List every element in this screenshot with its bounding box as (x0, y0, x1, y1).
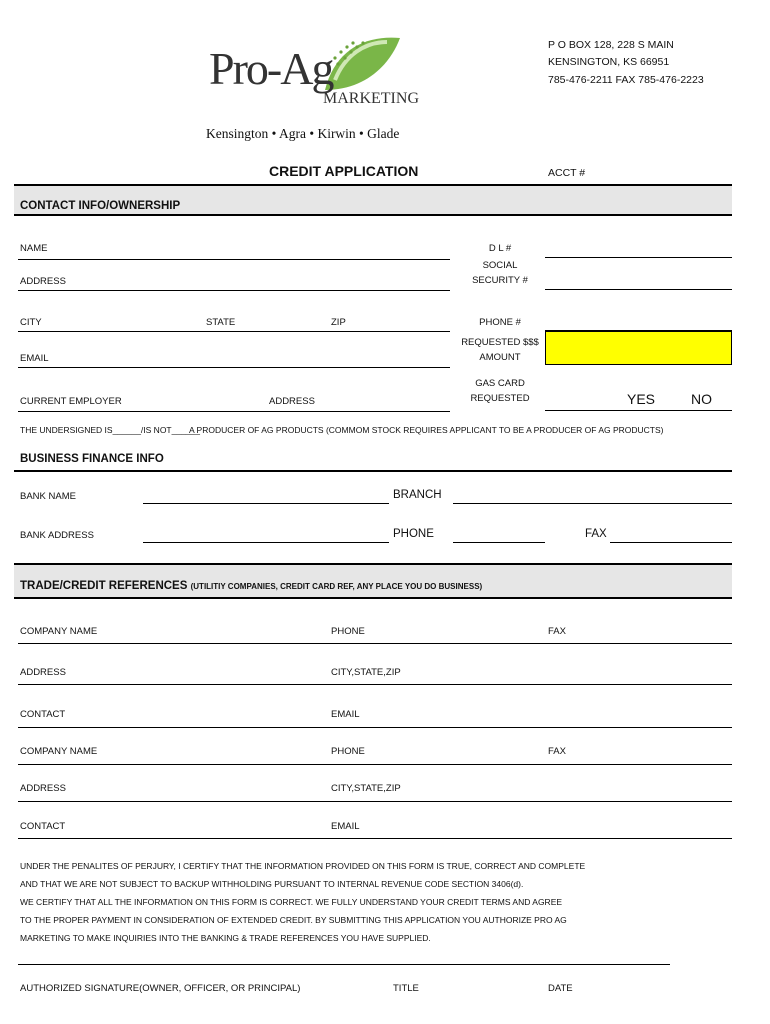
logo-locations: Kensington • Agra • Kirwin • Glade (206, 126, 400, 141)
ref2-csz-label: CITY,STATE,ZIP (331, 783, 401, 794)
zip-label: ZIP (331, 317, 346, 328)
social-label: SOCIAL (482, 260, 518, 271)
signature-label: AUTHORIZED SIGNATURE(OWNER, OFFICER, OR PRINCIPAL) (20, 983, 301, 994)
ref1-fax-label: FAX (548, 626, 566, 637)
ref1-company-label: COMPANY NAME (20, 626, 98, 637)
acct-label: ACCT # (548, 167, 586, 179)
contact-header-band (14, 184, 732, 216)
name-field[interactable] (18, 259, 450, 260)
employer-label: CURRENT EMPLOYER (20, 396, 122, 407)
gas-card-label: GAS CARD (475, 378, 525, 389)
ref1-csz-label: CITY,STATE,ZIP (331, 667, 401, 678)
ref2-company-field[interactable] (18, 764, 732, 765)
ref2-address-field[interactable] (18, 801, 732, 802)
certification-line-1: UNDER THE PENALITES OF PERJURY, I CERTIFY THAT THE INFORMATION PROVIDED ON THIS FORM IS TRUE, CORRECT AND COMPLETE (20, 861, 586, 871)
email-field[interactable] (18, 367, 450, 368)
state-label: STATE (206, 317, 236, 328)
logo (205, 30, 419, 115)
ref2-address-label: ADDRESS (20, 783, 66, 794)
ref2-contact-field[interactable] (18, 838, 732, 839)
form-title: CREDIT APPLICATION (269, 163, 419, 179)
bank-name-label: BANK NAME (20, 491, 76, 502)
certification-line-2: AND THAT WE ARE NOT SUBJECT TO BACKUP WITHHOLDING PURSUANT TO INTERNAL REVENUE CODE SECTION 3406(d). (20, 879, 524, 889)
bank-fax-label: FAX (585, 528, 607, 540)
logo-brand: Pro-Ag (209, 43, 333, 94)
bank-fax-field[interactable] (610, 542, 732, 543)
ref2-email-label: EMAIL (331, 821, 360, 832)
ref1-company-field[interactable] (18, 643, 732, 644)
gas-requested-label: REQUESTED (470, 393, 530, 404)
ref2-company-label: COMPANY NAME (20, 746, 98, 757)
ref1-phone-label: PHONE (331, 626, 365, 637)
email-label: EMAIL (20, 353, 49, 364)
bank-phone-field[interactable] (453, 542, 545, 543)
address-label: ADDRESS (20, 276, 66, 287)
finance-header: BUSINESS FINANCE INFO (20, 453, 164, 465)
dl-field[interactable] (545, 257, 732, 258)
bank-name-field[interactable] (143, 503, 389, 504)
ref2-fax-label: FAX (548, 746, 566, 757)
ref2-phone-label: PHONE (331, 746, 365, 757)
ref1-email-label: EMAIL (331, 709, 360, 720)
address-line-2: KENSINGTON, KS 66951 (548, 56, 670, 68)
requested-amount-field[interactable] (545, 331, 732, 365)
references-header-band (14, 563, 732, 599)
ref1-contact-field[interactable] (18, 727, 732, 728)
references-header (20, 580, 482, 592)
phone-label: PHONE # (479, 317, 521, 328)
title-label: TITLE (393, 983, 419, 994)
address-line-1: P O BOX 128, 228 S MAIN (548, 39, 674, 51)
bank-phone-label: PHONE (393, 528, 434, 540)
undersigned-statement: A PRODUCER OF AG PRODUCTS (COMMOM STOCK REQUIRES APPLICANT TO BE A PRODUCER OF AG PRODUCTS) (189, 425, 664, 435)
address-field[interactable] (18, 290, 450, 291)
branch-field[interactable] (453, 503, 732, 504)
address-line-3: 785-476-2211 FAX 785-476-2223 (548, 74, 704, 86)
requested-label: REQUESTED $$$ (461, 337, 539, 348)
references-header-title: TRADE/CREDIT REFERENCES (20, 580, 188, 592)
city-field[interactable] (18, 331, 450, 332)
ref2-contact-label: CONTACT (20, 821, 66, 832)
dl-label: D L # (488, 243, 512, 254)
certification-line-3: WE CERTIFY THAT ALL THE INFORMATION ON THIS FORM IS CORRECT. WE FULLY UNDERSTAND YOUR CREDIT TERMS AND AGREE (20, 897, 563, 907)
ref1-address-label: ADDRESS (20, 667, 66, 678)
amount-label: AMOUNT (479, 352, 521, 363)
references-header-note: (UTILITIY COMPANIES, CREDIT CARD REF, ANY PLACE YOU DO BUSINESS) (190, 582, 483, 591)
signature-field[interactable] (18, 964, 670, 965)
no-option[interactable]: NO (691, 391, 712, 407)
contact-header: CONTACT INFO/OWNERSHIP (20, 200, 181, 212)
bank-address-label: BANK ADDRESS (20, 530, 94, 541)
finance-header-band (14, 446, 732, 472)
undersigned-choice[interactable]: THE UNDERSIGNED IS______/IS NOT______ (20, 425, 200, 435)
gas-card-line (545, 410, 732, 411)
security-field[interactable] (545, 289, 732, 290)
bank-address-field[interactable] (143, 542, 389, 543)
certification-line-5: MARKETING TO MAKE INQUIRIES INTO THE BANKING & TRADE REFERENCES YOU HAVE SUPPLIED. (20, 933, 431, 943)
logo-subbrand: MARKETING (323, 90, 419, 107)
certification-line-4: TO THE PROPER PAYMENT IN CONSIDERATION OF EXTENDED CREDIT. BY SUBMITTING THIS APPLICATION YOU AUTHORIZE PRO AG (20, 915, 567, 925)
employer-address-label: ADDRESS (269, 396, 315, 407)
yes-option[interactable]: YES (627, 391, 656, 407)
ref1-contact-label: CONTACT (20, 709, 66, 720)
city-label: CITY (20, 317, 42, 328)
employer-field[interactable] (18, 411, 450, 412)
branch-label: BRANCH (393, 489, 442, 501)
security-label: SECURITY # (472, 275, 528, 286)
ref1-address-field[interactable] (18, 684, 732, 685)
date-label: DATE (548, 983, 573, 994)
name-label: NAME (20, 243, 48, 254)
